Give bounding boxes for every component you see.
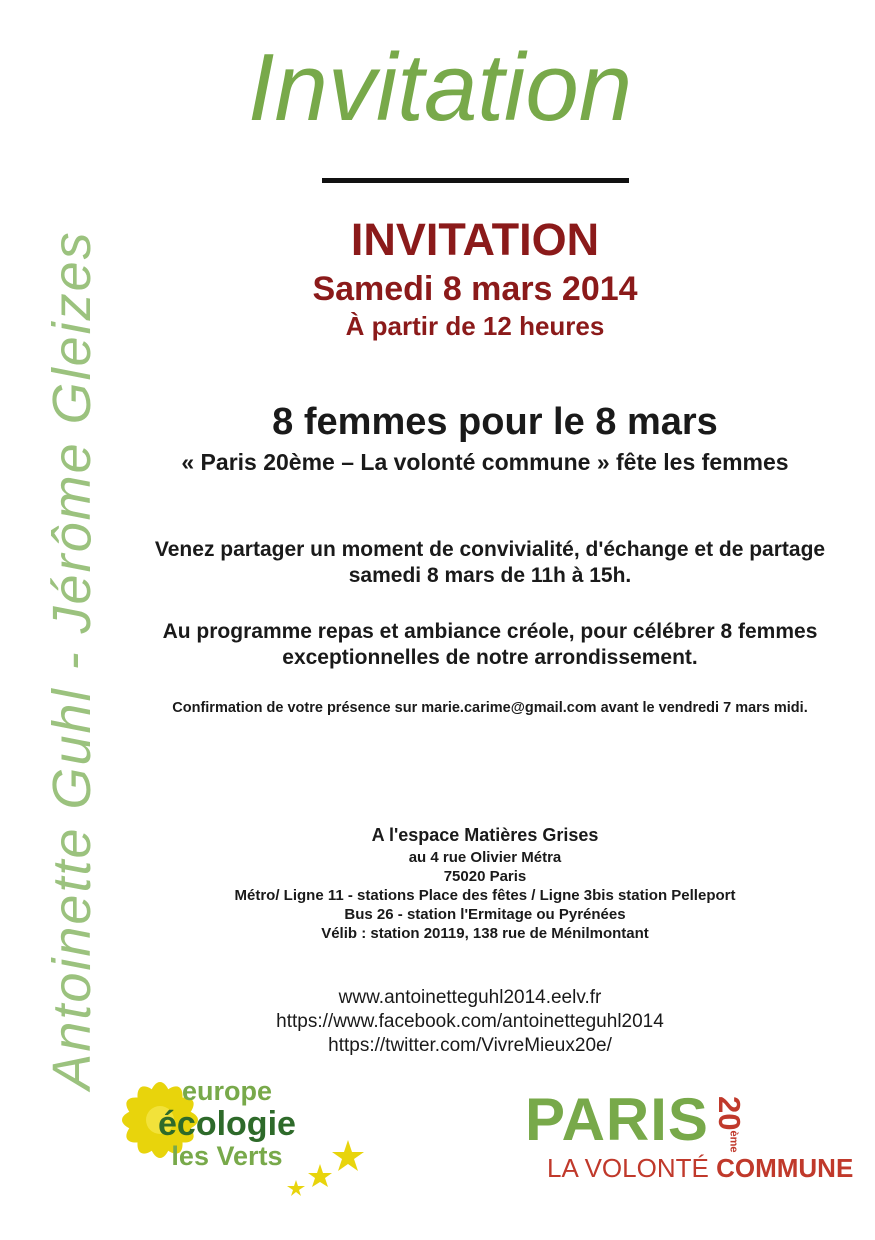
invitation-title: Invitation: [247, 34, 633, 141]
venue-metro: Métro/ Ligne 11 - stations Place des fêtes / Ligne 3bis station Pelleport: [234, 887, 736, 904]
twitter-link[interactable]: https://twitter.com/VivreMieux20e/: [328, 1035, 612, 1056]
district-suffix: ème: [727, 1130, 740, 1153]
eelv-europe: europe: [181, 1076, 272, 1106]
side-candidate-names: Antoinette Guhl - Jérôme Gleizes: [42, 230, 102, 1090]
venue-postcode: 75020 Paris: [443, 868, 527, 885]
paris-word: PARIS: [525, 1086, 709, 1153]
district-digits: 20: [712, 1096, 747, 1131]
star-icon: [287, 1140, 364, 1196]
venue-bus: Bus 26 - station l'Ermitage ou Pyrénées: [344, 906, 626, 923]
district-number: [711, 1096, 747, 1153]
divider-rule: [322, 178, 629, 183]
venue-address: au 4 rue Olivier Métra: [408, 849, 562, 866]
tagline-light: LA VOLONTÉ: [547, 1153, 709, 1183]
event-time: À partir de 12 heures: [345, 311, 605, 341]
eelv-ecologie: écologie: [158, 1105, 296, 1143]
event-subline: « Paris 20ème – La volonté commune » fête les femmes: [181, 449, 789, 475]
eelv-verts: les Verts: [171, 1141, 283, 1171]
invitation-heading: INVITATION: [350, 214, 600, 265]
eelv-wordmark: [158, 1078, 296, 1170]
links-block: [180, 986, 760, 1058]
website-link[interactable]: www.antoinetteguhl2014.eelv.fr: [338, 987, 602, 1008]
event-description: Venez partager un moment de convivialité, d'échange et de partage samedi 8 mars de 11h à 15h.: [154, 538, 826, 587]
event-date: Samedi 8 mars 2014: [312, 270, 638, 308]
venue-velib: Vélib : station 20119, 138 rue de Ménilmontant: [321, 925, 649, 942]
event-headline: 8 femmes pour le 8 mars: [272, 401, 718, 443]
tagline-bold: COMMUNE: [716, 1153, 854, 1183]
rsvp-confirmation: Confirmation de votre présence sur marie.carime@gmail.com avant le vendredi 7 mars midi.: [172, 700, 808, 716]
paris-tagline: [547, 1152, 853, 1184]
paris-20-logo: [525, 1086, 854, 1188]
venue-block: [130, 822, 840, 943]
venue-name: A l'espace Matières Grises: [371, 825, 599, 845]
event-program: Au programme repas et ambiance créole, pour célébrer 8 femmes exceptionnelles de notre arrondissement.: [162, 620, 818, 669]
eelv-logo: [100, 1068, 370, 1208]
facebook-link[interactable]: https://www.facebook.com/antoinetteguhl2014: [276, 1011, 664, 1032]
